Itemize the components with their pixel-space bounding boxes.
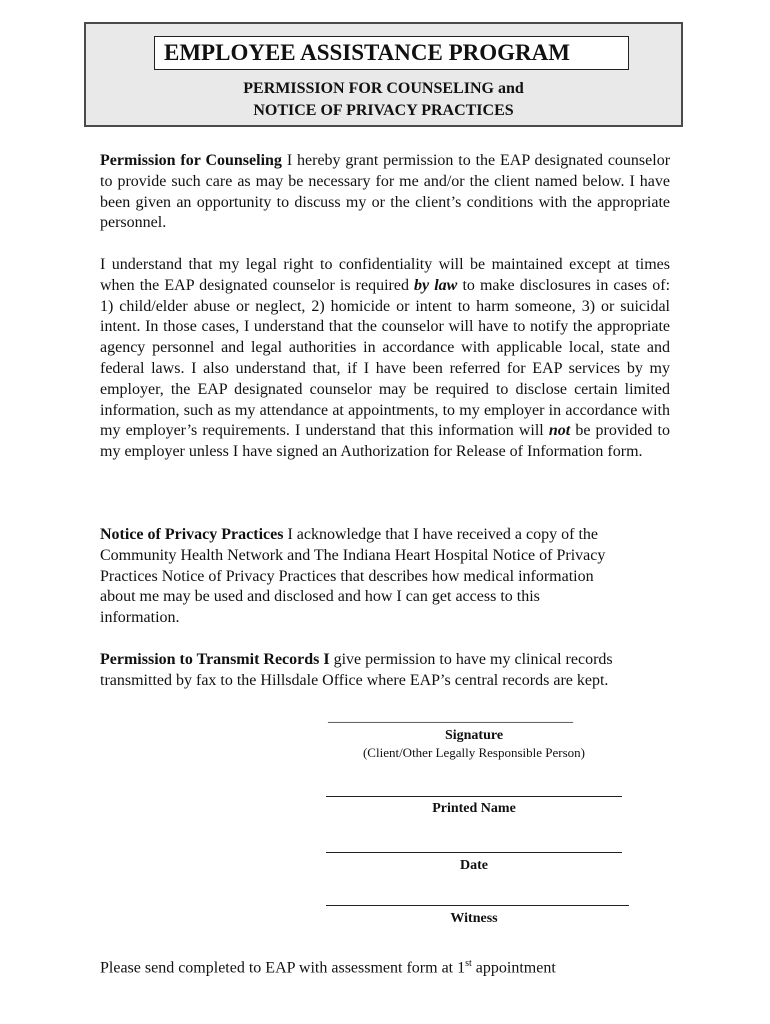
permission-counseling-heading: Permission for Counseling <box>100 152 282 169</box>
confidentiality-text-3: be provided to my employer unless I have signed an Authorization for Release of Information form. <box>100 422 670 461</box>
by-law-emphasis: by law <box>414 276 458 294</box>
witness-line[interactable] <box>326 905 629 906</box>
signature-label: Signature <box>444 728 504 743</box>
printed-name-label: Printed Name <box>432 801 516 816</box>
printed-name-line[interactable] <box>326 796 622 797</box>
transmit-records-line-2: transmitted by fax to the Hillsdale Office where EAP’s central records are kept. <box>100 671 609 689</box>
footer-text-end: appointment <box>471 959 556 977</box>
transmit-records-line-1: give permission to have my clinical records <box>333 651 613 668</box>
privacy-notice-line-5: information. <box>100 609 180 627</box>
date-label: Date <box>460 858 488 873</box>
form-header <box>84 22 683 127</box>
permission-counseling-text: I hereby grant permission to the EAP designated counselor to provide such care as may be necessary for me and/or the client named below. I have been given an opportunity to discuss my or the client’s conditions with the appropriate personnel. <box>100 152 671 232</box>
privacy-notice-paragraph <box>100 525 670 629</box>
footer-superscript: st <box>465 958 472 969</box>
confidentiality-paragraph <box>100 255 670 463</box>
transmit-records-heading: Permission to Transmit Records I <box>100 651 330 668</box>
privacy-notice-line-2: Community Health Network and The Indiana Heart Hospital Notice of Privacy <box>100 546 606 564</box>
form-subtitle-line-1: PERMISSION FOR COUNSELING and <box>243 80 524 97</box>
footer-instruction <box>100 958 556 977</box>
footer-text: Please send completed to EAP with assessment form at 1 <box>100 959 466 977</box>
signature-line[interactable]: ___________________________________ <box>328 710 573 725</box>
not-emphasis: not <box>548 422 571 440</box>
form-title: EMPLOYEE ASSISTANCE PROGRAM <box>154 36 629 70</box>
date-line[interactable] <box>326 852 622 853</box>
confidentiality-text-2: to make disclosures in cases of: 1) child/elder abuse or neglect, 2) homicide or intent to harm someone, 3) or suicidal intent. In those cases, I understand that the counselor will have to notify the appropriate agency personnel and legal authorities in accordance with applicable local, state and federal laws. I also understand that, if I have been referred for EAP services by my employer, the EAP designated counselor may be required to disclose certain limited information, such as my attendance at appointments, to my employer in accordance with my employer’s requirements. I understand that this information will <box>100 276 671 440</box>
privacy-notice-heading: Notice of Privacy Practices <box>100 526 284 543</box>
privacy-notice-line-4: about me may be used and disclosed and how I can get access to this <box>100 588 540 606</box>
permission-counseling-paragraph <box>100 151 670 234</box>
privacy-notice-line-1: I acknowledge that I have received a copy of the <box>287 526 598 543</box>
signature-sublabel: (Client/Other Legally Responsible Person) <box>362 745 586 760</box>
form-subtitle-line-2: NOTICE OF PRIVACY PRACTICES <box>253 102 514 119</box>
confidentiality-text-1: I understand that my legal right to confidentiality will be maintained except at times when the EAP designated counselor is required <box>100 256 670 294</box>
transmit-records-paragraph <box>100 650 670 692</box>
witness-label: Witness <box>450 911 498 926</box>
privacy-notice-line-3: Practices Notice of Privacy Practices that describes how medical information <box>100 567 594 585</box>
